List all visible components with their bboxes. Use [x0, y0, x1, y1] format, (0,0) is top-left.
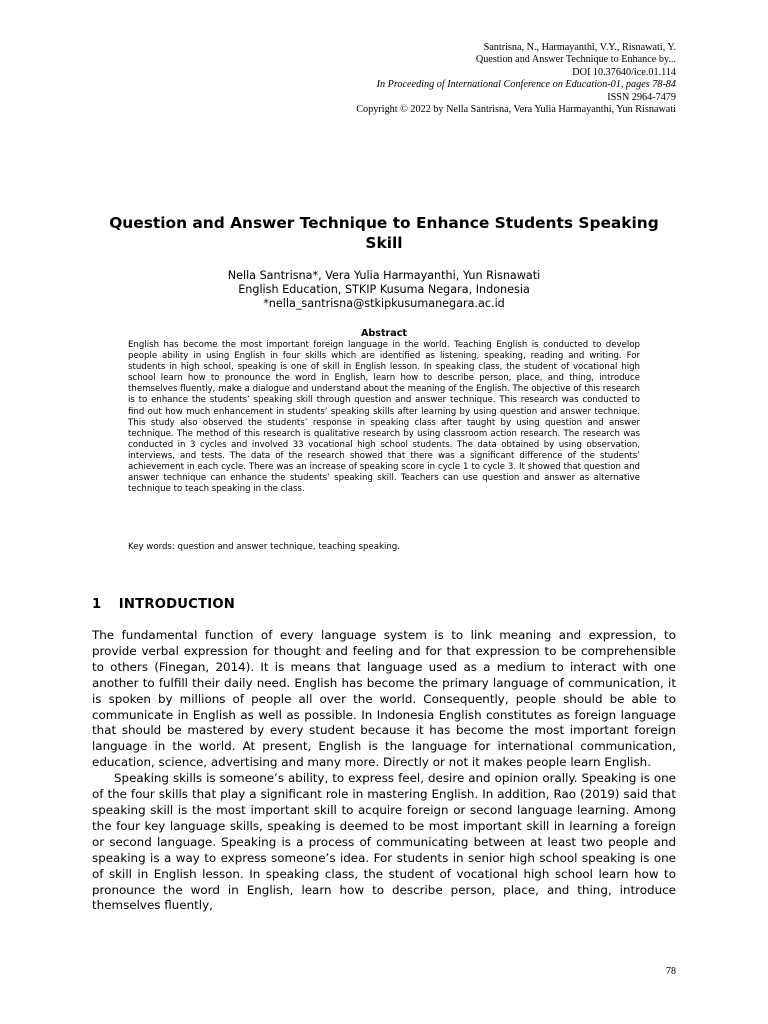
- header-issn: ISSN 2964-7479: [607, 91, 676, 103]
- header-doi: DOI 10.37640/ice.01.114: [572, 66, 676, 78]
- paper-title: [92, 213, 676, 253]
- abstract-heading: Abstract: [360, 328, 408, 339]
- body-text: [92, 628, 676, 914]
- abstract-text: English has become the most important foreign language in the world. Teaching English is conducted to develop people ability in using English in four skills which are identified as listening, speaking, reading and writing. For students in high school, speaking is one of skill in English lesson. In speaking class, the student of vocational high school learn how to pronounce the word in English, learn how to describe person, place, and thing, introduce themselves fluently, make a dialogue and understand about the meaning of the English. The objective of this research is to enhance the students’ speaking skill through question and answer technique. This research was conducted to find out how much enhancement in students’ speaking skills after learning by using question and answer technique. This study also observed the students’ response in speaking class after taught by using question and answer technique. The method of this research is qualitative research by using classroom action research. The research was conducted in 3 cycles and involved 33 vocational high school students. The data obtained by using observation, interviews, and tests. The data of the research showed that there was a significant difference of the students’ achievement in each cycle. There was an increase of speaking score in cycle 1 to cycle 3. It showed that question and answer technique can enhance the students’ speaking skill. Teachers can use question and answer as alternative technique to teach speaking in the class.: [128, 340, 640, 495]
- author-affiliation: English Education, STKIP Kusuma Negara, Indonesia: [238, 283, 530, 297]
- header-copyright: Copyright © 2022 by Nella Santrisna, Vera Yulia Harmayanthi, Yun Risnawati: [356, 104, 676, 116]
- header-authors: Santrisna, N., Harmayanthi, V.Y., Risnawati, Y.: [483, 42, 676, 53]
- header-proceeding: In Proceeding of International Conference on Education-01, pages 78-84: [376, 79, 676, 91]
- body-paragraph-2: Speaking skills is someone’s ability, to express feel, desire and opinion orally. Speaking is one of the four skills that play a significant role in mastering English. In addition, Rao (2019) said that speaking skill is the most important skill to acquire foreign or second language learning. Among the four key language skills, speaking is deemed to be most important skill in learning a foreign or second language. Speaking is a process of communicating between at least two people and speaking is a way to express someone’s idea. For students in senior high school speaking is one of skill in English lesson. In speaking class, the student of vocational high school learn how to pronounce the word in English, learn how to describe person, place, and thing, introduce themselves fluently,: [92, 771, 676, 913]
- header-short-title: Question and Answer Technique to Enhance by...: [475, 54, 676, 66]
- paper-title-line2: Skill: [365, 234, 403, 252]
- section-number: 1: [92, 597, 102, 612]
- running-header: [356, 42, 676, 116]
- section-title: INTRODUCTION: [118, 597, 235, 612]
- paper-title-line1: Question and Answer Technique to Enhance Students Speaking: [109, 214, 659, 232]
- author-block: [92, 269, 676, 312]
- author-names: Nella Santrisna*, Vera Yulia Harmayanthi, Yun Risnawati: [227, 269, 541, 282]
- author-email: *nella_santrisna@stkipkusumanegara.ac.id: [263, 297, 505, 311]
- body-paragraph-1: The fundamental function of every language system is to link meaning and expression, to provide verbal expression for thought and feeling and for that expression to be comprehensible to others (Finegan, 2014). It is means that language used as a medium to interact with one another to fulfill their daily need. English has become the primary language of communication, it is spoken by millions of people all over the world. Consequently, people should be able to communicate in English as well as possible. In Indonesia English constitutes as foreign language that should be mastered by every student because it has become the most important foreign language in the world. At present, English is the language for international communication, education, science, advertising and many more. Directly or not it makes people learn English.: [92, 628, 676, 770]
- keywords: Key words: question and answer technique, teaching speaking.: [128, 542, 400, 552]
- section-heading: [92, 597, 235, 613]
- page-number: 78: [666, 966, 676, 977]
